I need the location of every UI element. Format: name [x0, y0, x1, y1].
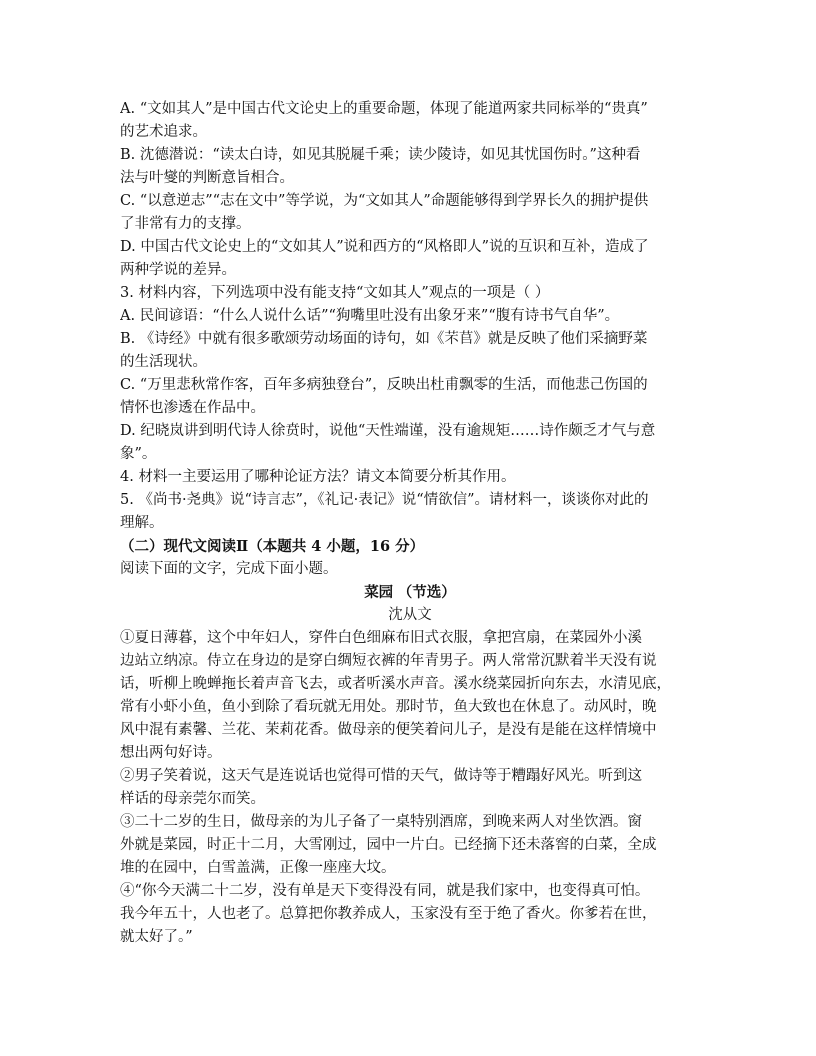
paragraph-line: 我今年五十，人也老了。总算把你教养成人，玉家没有至于绝了香火。你爹若在世， [120, 906, 657, 922]
section-heading: （二）现代文阅读Ⅱ（本题共 4 小题，16 分） [120, 538, 425, 555]
q3-option-b [120, 328, 700, 374]
q3-option-d-line1: D. 纪晓岚讲到明代诗人徐贲时，说他“天性端谨，没有逾规矩……诗作颇乏才气与意 [120, 423, 656, 439]
paragraph-line: 边站立纳凉。侍立在身边的是穿白绸短衣裤的年青男子。两人常常沉默着半天没有说 [120, 653, 657, 669]
q2-option-b [120, 144, 700, 190]
q2-option-d [120, 236, 700, 282]
paragraph-line: 常有小虾小鱼，鱼小到除了看玩就无用处。那时节，鱼大致也在休息了。动风时，晚 [120, 699, 657, 715]
q2-option-d-line1: D. 中国古代文论史上的“文如其人”说和西方的“风格即人”说的互识和互补，造成了 [120, 239, 649, 255]
paragraph-line: ①夏日薄暮，这个中年妇人，穿件白色细麻布旧式衣服，拿把宫扇，在菜园外小溪 [120, 630, 642, 646]
passage-paragraph-1 [120, 627, 700, 765]
passage-title [120, 581, 700, 604]
q2-option-a-line1: A. “文如其人”是中国古代文论史上的重要命题，体现了能道两家共同标举的“贵真” [120, 101, 648, 117]
q2-option-c-line2: 了非常有力的支撑。 [120, 216, 251, 232]
q5 [120, 489, 700, 535]
q2-option-a [120, 98, 700, 144]
paragraph-line: 话，听柳上晚蝉拖长着声音飞去，或者听溪水声音。溪水绕菜园折向东去，水清见底， [120, 676, 671, 692]
passage-author: 沈从文 [388, 607, 432, 623]
paragraph-line: 样话的母亲莞尔而笑。 [120, 791, 265, 807]
q3-option-c-line1: C. “万里悲秋常作客，百年多病独登台”，反映出杜甫飘零的生活，而他悲己伤国的 [120, 377, 648, 393]
q5-line1: 5. 《尚书·尧典》说“诗言志”，《礼记·表记》说“情欲信”。请材料一，谈谈你对此的 [120, 492, 649, 508]
paragraph-line: 就太好了。” [120, 929, 193, 945]
paragraph-line: 外就是菜园，时正十二月，大雪刚过，园中一片白。已经摘下还未落窖的白菜，全成 [120, 837, 657, 853]
paragraph-line: ②男子笑着说，这天气是连说话也觉得可惜的天气，做诗等于糟蹋好风光。听到这 [120, 768, 642, 784]
q3-option-a [120, 305, 700, 328]
section-instruction: 阅读下面的文字，完成下面小题。 [120, 561, 338, 577]
q3-stem: 3. 材料内容，下列选项中没有能支持“文如其人”观点的一项是（ ） [120, 285, 550, 301]
q4-text: 4. 材料一主要运用了哪种论证方法？请文本简要分析其作用。 [120, 469, 516, 485]
paragraph-line: ④“你今天满二十二岁，没有单是天下变得没有同，就是我们家中，也变得真可怕。 [120, 883, 650, 899]
q2-option-b-line1: B. 沈德潜说：“读太白诗，如见其脱屣千乘；读少陵诗，如见其忧国伤时。”这种看 [120, 147, 641, 163]
q2-option-c [120, 190, 700, 236]
q3-option-d-line2: 象”。 [120, 446, 157, 462]
q2-option-d-line2: 两种学说的差异。 [120, 262, 236, 278]
paragraph-line: 想出两句好诗。 [120, 745, 222, 761]
paragraph-line: 风中混有素馨、兰花、茉莉花香。做母亲的便笑着问儿子，是没有是能在这样情境中 [120, 722, 657, 738]
q3-option-d [120, 420, 700, 466]
q3-option-b-line1: B. 《诗经》中就有很多歌颂劳动场面的诗句，如《芣苢》就是反映了他们采摘野菜 [120, 331, 648, 347]
passage-title-main: 菜园 [364, 584, 394, 601]
document-page [120, 98, 700, 949]
q2-option-a-line2: 的艺术追求。 [120, 124, 207, 140]
q3-option-b-line2: 的生活现状。 [120, 354, 207, 370]
q3-option-a-line1: A. 民间谚语：“什么人说什么话”“狗嘴里吐没有出象牙来”“腹有诗书气自华”。 [120, 308, 620, 324]
passage-paragraph-3 [120, 811, 700, 880]
q3-option-c [120, 374, 700, 420]
paragraph-line: 堆的在园中，白雪盖满，正像一座座大坟。 [120, 860, 396, 876]
passage-title-note: （节选） [397, 584, 456, 601]
q2-option-b-line2: 法与叶燮的判断意旨相合。 [120, 170, 294, 186]
passage-paragraph-2 [120, 765, 700, 811]
q2-option-c-line1: C. “以意逆志”“志在文中”等学说，为“文如其人”命题能够得到学界长久的拥护提供 [120, 193, 649, 209]
paragraph-line: ③二十二岁的生日，做母亲的为儿子备了一桌特别酒席，到晚来两人对坐饮酒。窗 [120, 814, 642, 830]
q3-option-c-line2: 情怀也渗透在作品中。 [120, 400, 265, 416]
passage-paragraph-4 [120, 880, 700, 949]
q5-line2: 理解。 [120, 515, 164, 531]
